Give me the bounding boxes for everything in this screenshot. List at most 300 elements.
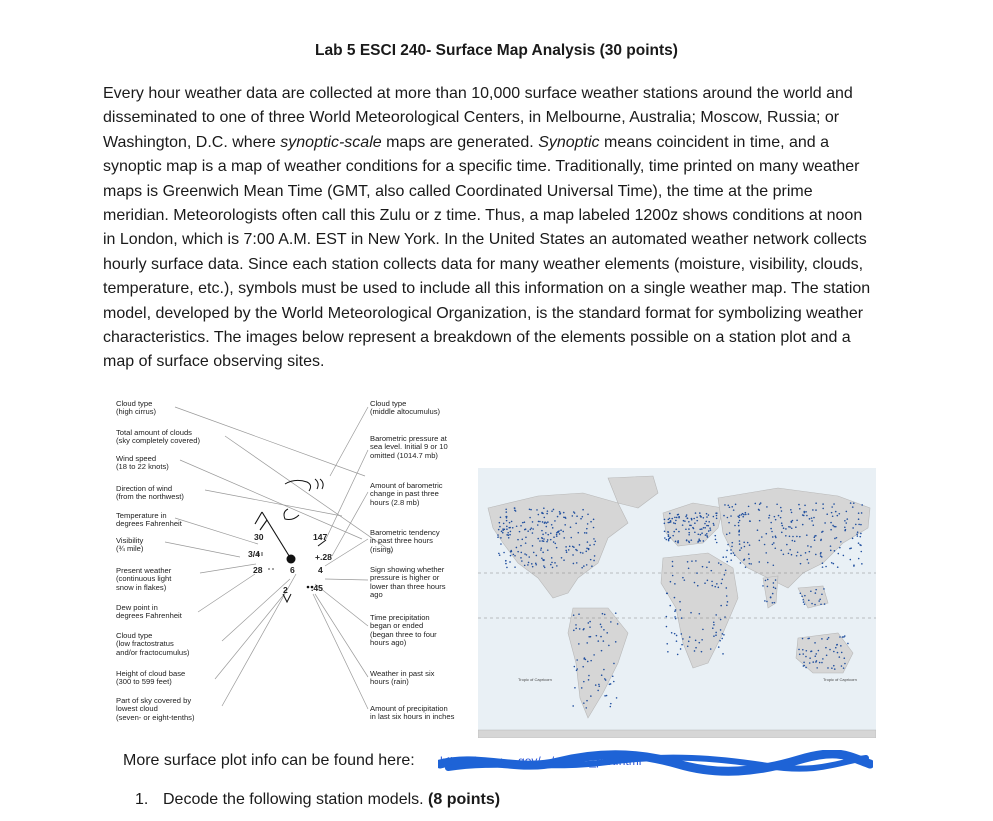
station-dot (714, 586, 716, 588)
station-dot (505, 508, 507, 510)
station-dot (667, 522, 669, 524)
station-dot (708, 521, 710, 523)
station-dot (613, 681, 615, 683)
world-map-graphic (478, 468, 876, 738)
station-dot (703, 517, 705, 519)
station-dot (811, 517, 813, 519)
station-dot (704, 523, 706, 525)
station-dot (799, 508, 801, 510)
station-dot (772, 593, 774, 595)
station-dot (593, 519, 595, 521)
station-dot (765, 580, 767, 582)
station-dot (506, 528, 508, 530)
station-dot (720, 619, 722, 621)
station-dot (706, 566, 708, 568)
station-dot (582, 552, 584, 554)
station-dot (543, 565, 545, 567)
station-dot (800, 563, 802, 565)
station-dot (532, 566, 534, 568)
station-dot (591, 565, 593, 567)
station-dot (840, 645, 842, 647)
station-dot (574, 666, 576, 668)
station-dot (781, 532, 783, 534)
station-dot (833, 503, 835, 505)
station-dot (731, 506, 733, 508)
more-info-link[interactable]: https://www.....gov/.../station_plot.html (440, 754, 642, 768)
station-dot (681, 633, 683, 635)
station-dot (685, 528, 687, 530)
station-dot (674, 633, 676, 635)
station-dot (765, 533, 767, 535)
station-dot (853, 565, 855, 567)
station-dot (858, 542, 860, 544)
station-dot (610, 683, 612, 685)
station-dot (838, 553, 840, 555)
station-dot (506, 534, 508, 536)
station-dot (694, 650, 696, 652)
station-dot (706, 513, 708, 515)
station-dot (593, 654, 595, 656)
station-dot (672, 561, 674, 563)
station-dot (748, 553, 750, 555)
station-dot (780, 517, 782, 519)
station-dot (716, 583, 718, 585)
station-dot (677, 654, 679, 656)
station-dot (562, 531, 564, 533)
station-dot (533, 552, 535, 554)
station-dot (821, 662, 823, 664)
station-dot (711, 585, 713, 587)
station-dot (539, 521, 541, 523)
station-dot (688, 534, 690, 536)
station-dot (674, 597, 676, 599)
station-dot (824, 603, 826, 605)
station-dot (554, 562, 556, 564)
station-dot (743, 542, 745, 544)
station-dot (502, 528, 504, 530)
station-dot (524, 565, 526, 567)
station-dot (827, 667, 829, 669)
station-dot (719, 640, 721, 642)
station-dot (543, 517, 545, 519)
station-dot (724, 616, 726, 618)
station-dot (806, 515, 808, 517)
station-dot (559, 511, 561, 513)
station-dot (773, 587, 775, 589)
station-dot (701, 532, 703, 534)
station-dot (572, 705, 574, 707)
station-dot (834, 538, 836, 540)
station-dot (861, 504, 863, 506)
station-dot (540, 549, 542, 551)
station-dot (710, 529, 712, 531)
value-temperature: 30 (254, 532, 264, 542)
station-dot (720, 564, 722, 566)
station-dot (679, 601, 681, 603)
station-dot (837, 566, 839, 568)
station-dot (811, 520, 813, 522)
station-dot (500, 543, 502, 545)
station-dot (709, 527, 711, 529)
station-dot (757, 529, 759, 531)
station-dot (710, 570, 712, 572)
station-dot (726, 550, 728, 552)
station-dot (585, 551, 587, 553)
map-label-tropic-1: Tropic of Capricorn (518, 677, 552, 682)
station-dot (703, 540, 705, 542)
station-dot (693, 518, 695, 520)
station-dot (563, 559, 565, 561)
station-dot (695, 647, 697, 649)
station-dot (767, 579, 769, 581)
station-dot (768, 517, 770, 519)
station-dot (572, 554, 574, 556)
station-dot (580, 552, 582, 554)
station-dot (861, 512, 863, 514)
station-dot (689, 524, 691, 526)
station-dot (589, 544, 591, 546)
station-dot (517, 539, 519, 541)
station-dot (713, 516, 715, 518)
station-dot (605, 679, 607, 681)
station-dot (791, 554, 793, 556)
station-dot (667, 651, 669, 653)
station-dot (860, 551, 862, 553)
station-dot (678, 514, 680, 516)
station-dot (558, 530, 560, 532)
station-dot (840, 541, 842, 543)
station-dot (516, 525, 518, 527)
station-dot (688, 532, 690, 534)
intro-paragraph: Every hour weather data are collected at more than 10,000 surface weather stations around the world and disseminated to one of three World Meteorological Centers, in Melbourne, Australia; Moscow, Russia; or Washington, D.C. where synoptic-scale maps are generated. Synoptic means coincident in time, and a synoptic map is a map of weather conditions for a specific time. Traditionally, time printed on many weather maps is Greenwich Mean Time (GMT, also called Coordinated Universal Time), the time at the prime meridian. Meteorologists often call this Zulu or z time. Thus, a map labeled 1200z shows conditions at noon in London, which is 7:00 A.M. EST in New York. In the United States an automated weather network collects hourly surface data. Since each station collects data for many weather elements (moisture, visibility, clouds, temperature, etc.), symbols must be used to include all this information on a single weather map. The station model, developed by the World Meteorological Organization, is the standard format for symbolizing weather characteristics. The images below represent a breakdown of the elements possible on a station plot and a map of surface observing sites. (103, 85, 871, 371)
station-dot (699, 613, 701, 615)
station-dot (839, 656, 841, 658)
station-dot (822, 658, 824, 660)
station-dot (764, 600, 766, 602)
station-dot (526, 554, 528, 556)
station-dot (772, 602, 774, 604)
station-dot (748, 513, 750, 515)
station-dot (505, 563, 507, 565)
station-dot (557, 516, 559, 518)
station-dot (770, 596, 772, 598)
station-dot (513, 554, 515, 556)
station-dot (687, 518, 689, 520)
station-dot (690, 612, 692, 614)
station-dot (794, 540, 796, 542)
station-dot (802, 514, 804, 516)
label-present-weather: Present weather (continuous light snow in flakes) (116, 566, 172, 592)
station-dot (713, 635, 715, 637)
station-dot (772, 544, 774, 546)
station-dot (505, 560, 507, 562)
station-dot (699, 512, 701, 514)
station-dot (855, 524, 857, 526)
station-dot (516, 547, 518, 549)
station-dot (724, 574, 726, 576)
station-dot (835, 647, 837, 649)
question-text: Decode the following station models. (163, 791, 424, 808)
station-dot (556, 535, 558, 537)
station-dot (538, 514, 540, 516)
station-dot (718, 587, 720, 589)
station-dot (720, 629, 722, 631)
station-dot (588, 636, 590, 638)
station-dot (527, 530, 529, 532)
station-dot (721, 579, 723, 581)
station-dot (688, 641, 690, 643)
station-dot (553, 509, 555, 511)
station-dot (576, 659, 578, 661)
label-dew-point: Dew point in degrees Fahrenheit (116, 603, 182, 621)
station-dot (796, 555, 798, 557)
station-dot (675, 529, 677, 531)
station-dot (563, 516, 565, 518)
station-dot (499, 554, 501, 556)
station-dot (809, 518, 811, 520)
station-dot (843, 657, 845, 659)
station-dot (730, 559, 732, 561)
station-dot (540, 547, 542, 549)
station-dot (514, 507, 516, 509)
station-dot (576, 562, 578, 564)
station-dot (830, 522, 832, 524)
station-dot (804, 505, 806, 507)
station-dot (601, 674, 603, 676)
station-dot (798, 649, 800, 651)
station-dot (812, 524, 814, 526)
station-dot (521, 560, 523, 562)
station-dot (671, 518, 673, 520)
station-dot (537, 538, 539, 540)
station-dot (796, 536, 798, 538)
station-dot (556, 534, 558, 536)
station-dot (802, 653, 804, 655)
station-dot (598, 685, 600, 687)
station-dot (671, 632, 673, 634)
station-dot (835, 511, 837, 513)
value-dew-point: 28 (253, 565, 263, 575)
station-dot (604, 695, 606, 697)
station-dot (846, 518, 848, 520)
label-sky-covered: Part of sky covered by lowest cloud (seven- or eight-tenths) (116, 696, 195, 722)
station-dot (820, 540, 822, 542)
station-dot (563, 537, 565, 539)
station-dot (743, 559, 745, 561)
station-dot (730, 553, 732, 555)
station-dot (707, 580, 709, 582)
station-dot (532, 528, 534, 530)
station-dot (528, 556, 530, 558)
station-dot (528, 562, 530, 564)
station-dot (788, 553, 790, 555)
station-dot (792, 536, 794, 538)
link-redaction-scribble (438, 750, 873, 776)
station-dot (706, 533, 708, 535)
station-dot (775, 537, 777, 539)
label-total-clouds: Total amount of clouds (sky completely covered) (116, 428, 200, 446)
station-dot (740, 562, 742, 564)
station-dot (723, 515, 725, 517)
station-dot (838, 513, 840, 515)
station-dot (681, 617, 683, 619)
station-dot (667, 531, 669, 533)
station-dot (680, 648, 682, 650)
station-dot (821, 593, 823, 595)
station-dot (771, 531, 773, 533)
station-dot (546, 541, 548, 543)
station-dot (575, 628, 577, 630)
station-dot (510, 531, 512, 533)
station-dot (805, 667, 807, 669)
station-dot (696, 520, 698, 522)
station-dot (545, 532, 547, 534)
station-dot (827, 638, 829, 640)
station-dot (666, 643, 668, 645)
station-dot (514, 566, 516, 568)
station-dot (586, 642, 588, 644)
station-dot (857, 531, 859, 533)
station-dot (712, 627, 714, 629)
station-dot (576, 515, 578, 517)
station-dot (814, 642, 816, 644)
station-dot (696, 516, 698, 518)
station-dot (509, 522, 511, 524)
station-dot (748, 506, 750, 508)
station-dot (530, 509, 532, 511)
station-dot (587, 661, 589, 663)
station-dot (676, 640, 678, 642)
station-dot (525, 542, 527, 544)
station-dot (547, 539, 549, 541)
station-dot (522, 522, 524, 524)
station-dot (581, 687, 583, 689)
station-dot (735, 504, 737, 506)
station-dot (674, 616, 676, 618)
station-dot (726, 604, 728, 606)
station-dot (702, 566, 704, 568)
station-dot (581, 567, 583, 569)
station-dot (806, 534, 808, 536)
station-dot (713, 524, 715, 526)
station-dot (722, 556, 724, 558)
station-dot (532, 521, 534, 523)
station-dot (816, 660, 818, 662)
station-dot (728, 522, 730, 524)
station-dot (615, 641, 617, 643)
station-dot (589, 626, 591, 628)
station-dot (708, 514, 710, 516)
station-dot (594, 555, 596, 557)
station-dot (839, 636, 841, 638)
station-dot (664, 537, 666, 539)
station-dot (749, 544, 751, 546)
station-dot (678, 517, 680, 519)
station-dot (830, 545, 832, 547)
station-dot (715, 539, 717, 541)
station-dot (726, 561, 728, 563)
station-dot (541, 558, 543, 560)
station-dot (822, 562, 824, 564)
station-dot (543, 507, 545, 509)
station-dot (695, 512, 697, 514)
station-dot (734, 525, 736, 527)
station-dot (819, 662, 821, 664)
station-dot (812, 661, 814, 663)
station-dot (852, 538, 854, 540)
station-dot (560, 529, 562, 531)
value-precip-amount: .45 (311, 583, 323, 593)
station-dot (547, 549, 549, 551)
station-dot (697, 585, 699, 587)
station-dot (556, 565, 558, 567)
station-dot (831, 667, 833, 669)
station-dot (547, 521, 549, 523)
station-dot (676, 517, 678, 519)
station-dot (822, 503, 824, 505)
station-dot (734, 554, 736, 556)
station-dot (722, 633, 724, 635)
station-dot (521, 539, 523, 541)
station-dot (583, 681, 585, 683)
station-dot (829, 649, 831, 651)
station-dot (686, 514, 688, 516)
station-dot (588, 675, 590, 677)
station-dot (767, 586, 769, 588)
station-dot (570, 526, 572, 528)
station-dot (512, 527, 514, 529)
station-dot (844, 663, 846, 665)
station-dot (551, 557, 553, 559)
station-dot (675, 520, 677, 522)
station-dot (811, 603, 813, 605)
station-dot (669, 518, 671, 520)
station-dot (807, 545, 809, 547)
station-dot (767, 562, 769, 564)
station-dot (850, 559, 852, 561)
station-dot (587, 622, 589, 624)
station-dot (822, 566, 824, 568)
station-dot (531, 563, 533, 565)
station-dot (544, 567, 546, 569)
station-dot (664, 523, 666, 525)
station-dot (785, 528, 787, 530)
station-dot (809, 657, 811, 659)
station-dot (766, 601, 768, 603)
station-dot (857, 535, 859, 537)
station-dot (815, 653, 817, 655)
station-dot (790, 521, 792, 523)
station-dot (577, 532, 579, 534)
station-dot (727, 544, 729, 546)
station-dot (711, 581, 713, 583)
station-dot (775, 519, 777, 521)
station-dot (505, 516, 507, 518)
station-dot (544, 522, 546, 524)
station-dot (670, 537, 672, 539)
station-dot (815, 502, 817, 504)
station-dot (847, 643, 849, 645)
station-dot (615, 612, 617, 614)
station-dot (834, 668, 836, 670)
station-dot (822, 508, 824, 510)
station-dot (814, 539, 816, 541)
station-dot (726, 534, 728, 536)
station-dot (536, 555, 538, 557)
station-dot (665, 539, 667, 541)
station-dot (538, 521, 540, 523)
station-dot (837, 652, 839, 654)
